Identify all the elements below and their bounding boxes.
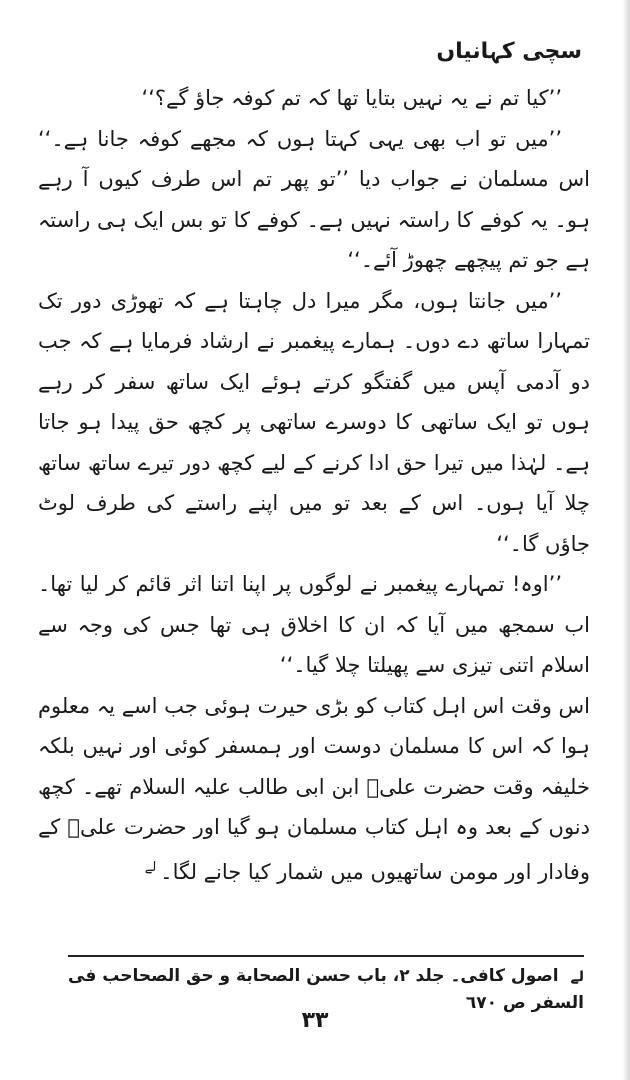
paragraph-5 [38, 686, 590, 893]
page-number: ۳۳ [301, 1008, 329, 1033]
paragraph-3-text: ’’میں جانتا ہوں، مگر میرا دل چاہتا ہے کہ تھوڑی دور تک تمہارا ساتھ دے دوں۔ ہمارے پیغمبر نے ارشاد فرمایا ہے کہ جب دو آدمی آپس میں گفتگو کرتے ہوئے ایک ساتھ سفر کر رہے ہوں تو ایک ساتھی کا دوسرے ساتھی پر کچھ حق پیدا ہو جاتا ہے۔ لہٰذا میں تیرا حق ادا کرنے کے لیے کچھ دور تیرے ساتھ ساتھ چلا آیا ہوں۔ اس کے بعد تو میں اپنے راستے کی طرف لوٹ جاؤں گا۔‘‘ [38, 288, 590, 556]
paragraph-5-text: اس وقت اس اہل کتاب کو بڑی حیرت ہوئی جب اسے یہ معلوم ہوا کہ اس کا مسلمان دوست اور ہمسفر کوئی اور نہیں بلکہ خلیفہ وقت حضرت علیؑ ابن ابی طالب علیہ السلام تھے۔ کچھ دنوں کے بعد وہ اہل کتاب مسلمان ہو گیا اور حضرت علیؑ کے وفادار اور مومن ساتھیوں میں شمار کیا جانے لگا۔ [38, 693, 590, 884]
footnote-divider [68, 955, 584, 957]
paragraph-1: ’’کیا تم نے یہ نہیں بتایا تھا کہ تم کوفہ جاؤ گے؟‘‘ [141, 86, 562, 110]
page-edge-shadow [622, 0, 630, 1080]
running-title: سچی کہانیاں [436, 39, 582, 64]
footnote-reference: لے [144, 859, 157, 875]
body-text [38, 78, 590, 892]
paragraph-4: ’’اوہ! تمہارے پیغمبر نے لوگوں پر اپنا اتنا اثر قائم کر لیا تھا۔ اب سمجھ میں آیا کہ ان کا اخلاق ہی تھا جس کی وجہ سے اسلام اتنی تیزی سے پھیلتا چلا گیا۔‘‘ [38, 572, 590, 677]
footnote-text: اصول کافی۔ جلد ۲، باب حسن الصحابة و حق الصحاحب فی السفر ص ٦٧٠ [68, 966, 584, 1013]
footnote-marker: لے [570, 969, 584, 985]
paragraph-2: ’’میں تو اب بھی یہی کہتا ہوں کہ مجھے کوفہ جانا ہے۔‘‘ اس مسلمان نے جواب دیا ’’تو پھر تم اس طرف کیوں آ رہے ہو۔ یہ کوفے کا راستہ نہیں ہے۔ کوفے کا تو بس ایک ہی راستہ ہے جو تم پیچھے چھوڑ آئے۔‘‘ [38, 126, 590, 272]
paragraph-3 [38, 281, 590, 565]
